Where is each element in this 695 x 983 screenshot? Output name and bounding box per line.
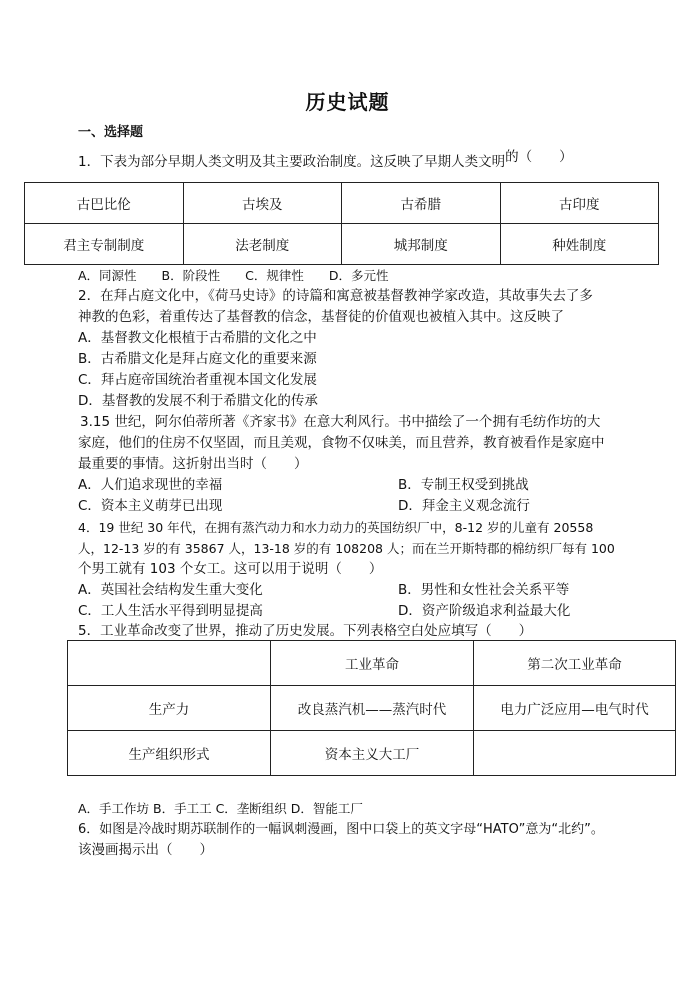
question-6-line: 6．如图是冷战时期苏联制作的一幅讽刺漫画，图中口袋上的英文字母“HATO”意为“北约”。 <box>78 822 604 837</box>
table-cell: 生产力 <box>68 686 271 731</box>
table-cell: 古巴比伦 <box>25 183 184 224</box>
table-cell <box>68 641 271 686</box>
table-cell: 第二次工业革命 <box>474 641 676 686</box>
question-1-blank: 的（ ） <box>505 149 573 165</box>
question-2-option-d: D．基督教的发展不利于希腊文化的传承 <box>78 393 318 409</box>
question-4-line: 4．19 世纪 30 年代，在拥有蒸汽动力和水力动力的英国纺织厂中，8-12 岁的儿童有 20558 <box>78 520 594 535</box>
table-cell: 生产组织形式 <box>68 731 271 776</box>
question-3-option-d: D．拜金主义观念流行 <box>398 498 530 514</box>
question-4-option-c: C．工人生活水平得到明显提高 <box>78 603 263 619</box>
page-title: 历史试题 <box>305 90 390 114</box>
question-2-option-c: C．拜占庭帝国统治者重视本国文化发展 <box>78 372 317 388</box>
table-cell <box>474 731 676 776</box>
table-cell: 电力广泛应用—电气时代 <box>474 686 676 731</box>
question-3-line: 最重要的事情。这折射出当时（ ） <box>78 456 308 472</box>
table-row <box>25 224 659 265</box>
question-3-option-a: A．人们追求现世的幸福 <box>78 477 223 493</box>
table-cell: 种姓制度 <box>500 224 659 265</box>
question-4-line: 人，12-13 岁的有 35867 人，13-18 岁的有 108208 人；而在兰开斯特郡的棉纺织厂每有 100 <box>78 541 615 556</box>
question-4-option-b: B．男性和女性社会关系平等 <box>398 582 570 598</box>
table-cell: 法老制度 <box>183 224 342 265</box>
table-cell: 古印度 <box>500 183 659 224</box>
table-cell: 古埃及 <box>183 183 342 224</box>
section-heading: 一、选择题 <box>78 125 144 140</box>
table-cell: 城邦制度 <box>342 224 501 265</box>
question-5-table <box>67 640 676 776</box>
question-4-option-a: A．英国社会结构发生重大变化 <box>78 582 263 598</box>
table-cell: 古希腊 <box>342 183 501 224</box>
table-cell: 资本主义大工厂 <box>271 731 474 776</box>
question-2-line: 神教的色彩，着重传达了基督教的信念，基督徒的价值观也被植入其中。这反映了 <box>78 309 564 325</box>
table-row <box>68 641 676 686</box>
question-1-stem <box>78 149 573 173</box>
question-5-stem: 5．工业革命改变了世界，推动了历史发展。下列表格空白处应填写（ ） <box>78 623 533 639</box>
table-row <box>68 731 676 776</box>
table-row <box>68 686 676 731</box>
table-cell: 君主专制制度 <box>25 224 184 265</box>
question-3-option-c: C．资本主义萌芽已出现 <box>78 498 223 514</box>
question-1-options: A．同源性 B．阶段性 C．规律性 D．多元性 <box>78 268 389 283</box>
table-cell: 改良蒸汽机——蒸汽时代 <box>271 686 474 731</box>
question-4-option-d: D．资产阶级追求利益最大化 <box>398 603 571 619</box>
table-row <box>25 183 659 224</box>
question-2-line: 2．在拜占庭文化中，《荷马史诗》的诗篇和寓意被基督教神学家改造，其故事失去了多 <box>78 288 593 304</box>
question-3-line: 家庭，他们的住房不仅坚固，而且美观，食物不仅味美，而且营养，教育被看作是家庭中 <box>78 435 605 451</box>
question-3-line: 3.15 世纪，阿尔伯蒂所著《齐家书》在意大利风行。书中描绘了一个拥有毛纺作坊的大 <box>80 414 601 430</box>
question-3-option-b: B．专制王权受到挑战 <box>398 477 529 493</box>
question-2-option-b: B．古希腊文化是拜占庭文化的重要来源 <box>78 351 317 367</box>
question-1-text: 1．下表为部分早期人类文明及其主要政治制度。这反映了早期人类文明 <box>78 154 506 170</box>
table-cell: 工业革命 <box>271 641 474 686</box>
question-5-options: A．手工作坊 B．手工工 C．垄断组织 D．智能工厂 <box>78 801 363 816</box>
question-2-option-a: A．基督教文化根植于古希腊的文化之中 <box>78 330 317 346</box>
question-1-table <box>24 182 659 265</box>
question-4-line: 个男工就有 103 个女工。这可以用于说明（ ） <box>78 561 383 577</box>
question-6-line: 该漫画揭示出（ ） <box>78 842 213 858</box>
